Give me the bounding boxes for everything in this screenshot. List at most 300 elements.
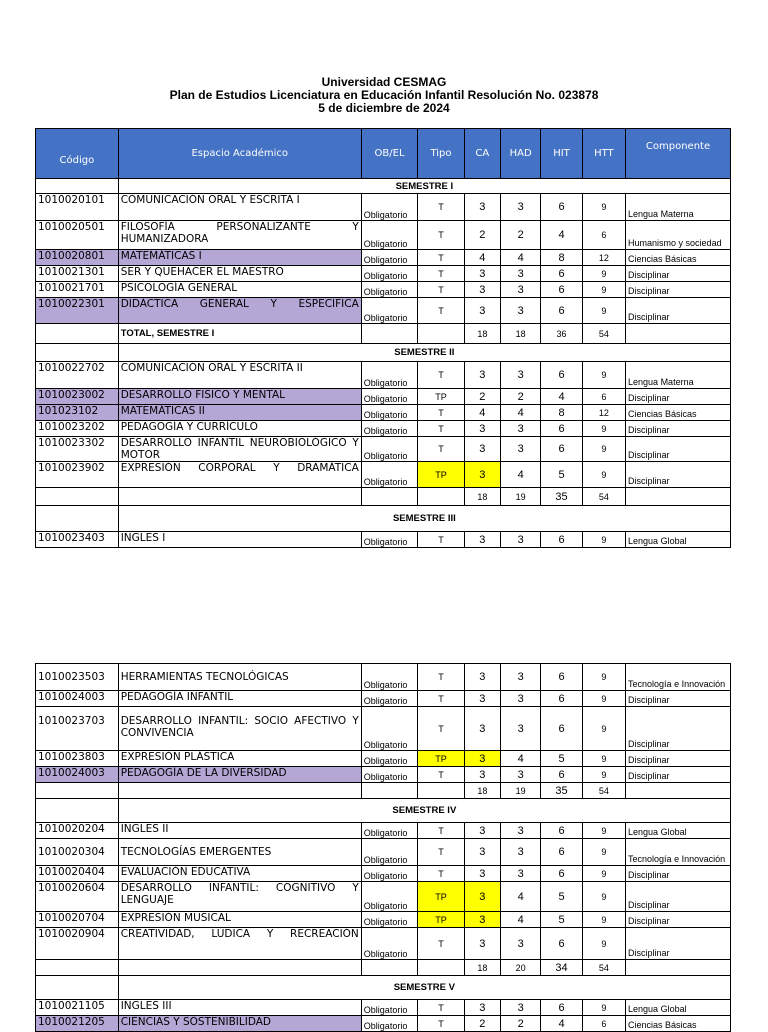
- cell-componente: Disciplinar: [626, 266, 731, 282]
- cell-componente: Humanismo y sociedad: [626, 221, 731, 250]
- cell-had: 3: [500, 532, 540, 548]
- cell-had: 3: [500, 839, 540, 866]
- cell-componente: Disciplinar: [626, 437, 731, 462]
- cell-had: 3: [500, 282, 540, 298]
- cell-htt: 9: [582, 912, 625, 928]
- cell-ca: 2: [464, 1016, 500, 1032]
- cell-htt: 9: [582, 839, 625, 866]
- cell-hit: 6: [541, 928, 582, 960]
- cell-componente: Lengua Global: [626, 532, 731, 548]
- cell-htt: 9: [582, 823, 625, 839]
- cell-hit: 6: [541, 266, 582, 282]
- cell-htt: 6: [582, 1016, 625, 1032]
- cell-name: SER Y QUEHACER EL MAESTRO: [118, 266, 361, 282]
- cell-componente: Ciencias Básicas: [626, 405, 731, 421]
- cell-had: 3: [500, 1000, 540, 1016]
- cell-ca: 3: [464, 751, 500, 767]
- cell-componente: Disciplinar: [626, 866, 731, 882]
- cell-hit: 8: [541, 405, 582, 421]
- cell-had: 2: [500, 1016, 540, 1032]
- cell-tipo: T: [418, 437, 464, 462]
- cell-componente: Tecnología e Innovación: [626, 664, 731, 691]
- cell-obel: Obligatorio: [361, 707, 417, 751]
- column-header-htt: HTT: [582, 129, 625, 179]
- column-header-espacio: Espacio Académico: [118, 129, 361, 179]
- cell-tipo: TP: [418, 389, 464, 405]
- cell-tipo: T: [418, 691, 464, 707]
- cell-name: DESARROLLO INFANTIL: COGNITIVO Y LENGUAJE: [118, 882, 361, 912]
- total-ca: 18: [464, 324, 500, 344]
- cell-code: 1010021301: [36, 266, 119, 282]
- semester-row: [36, 179, 731, 194]
- cell-ca: 3: [464, 691, 500, 707]
- cell-had: 3: [500, 298, 540, 324]
- table-row: [36, 421, 731, 437]
- cell-ca: 3: [464, 298, 500, 324]
- cell-componente: Disciplinar: [626, 928, 731, 960]
- cell-hit: 4: [541, 221, 582, 250]
- cell-ca: 3: [464, 462, 500, 488]
- cell-had: 4: [500, 882, 540, 912]
- cell-had: 3: [500, 707, 540, 751]
- curriculum-table-page-2: [35, 663, 731, 1032]
- total-row: [36, 324, 731, 344]
- cell-name: FILOSOFÍA PERSONALIZANTE Y HUMANIZADORA: [118, 221, 361, 250]
- cell-name: PEDAGOGÍA Y CURRÍCULO: [118, 421, 361, 437]
- cell-had: 2: [500, 221, 540, 250]
- cell-code: 1010021701: [36, 282, 119, 298]
- cell-obel: Obligatorio: [361, 437, 417, 462]
- cell-hit: 6: [541, 823, 582, 839]
- cell-name: PSICOLOGÍA GENERAL: [118, 282, 361, 298]
- cell-htt: 9: [582, 691, 625, 707]
- cell-code: 1010020404: [36, 866, 119, 882]
- cell-had: 3: [500, 194, 540, 221]
- cell-hit: 6: [541, 664, 582, 691]
- cell-had: 3: [500, 928, 540, 960]
- cell-componente: Lengua Materna: [626, 194, 731, 221]
- total-hit: 35: [541, 488, 582, 506]
- table-row: [36, 882, 731, 912]
- cell-ca: 3: [464, 707, 500, 751]
- cell-ca: 3: [464, 362, 500, 389]
- cell-componente: Disciplinar: [626, 282, 731, 298]
- curriculum-table-page-1: [35, 128, 731, 548]
- cell-componente: Disciplinar: [626, 462, 731, 488]
- cell-tipo: T: [418, 532, 464, 548]
- semester-label: SEMESTRE I: [118, 179, 730, 194]
- cell-code: 1010023202: [36, 421, 119, 437]
- semester-label: SEMESTRE III: [118, 506, 730, 532]
- cell-tipo: T: [418, 298, 464, 324]
- cell-htt: 9: [582, 362, 625, 389]
- cell-name: MATEMÁTICAS I: [118, 250, 361, 266]
- total-had: 19: [500, 783, 540, 799]
- cell-code: 1010020501: [36, 221, 119, 250]
- cell-obel: Obligatorio: [361, 839, 417, 866]
- table-row: [36, 282, 731, 298]
- cell-hit: 5: [541, 751, 582, 767]
- total-had: 19: [500, 488, 540, 506]
- cell-code: 1010022702: [36, 362, 119, 389]
- cell-ca: 3: [464, 912, 500, 928]
- cell-obel: Obligatorio: [361, 866, 417, 882]
- total-htt: 54: [582, 488, 625, 506]
- cell-name: COMUNICACIÓN ORAL Y ESCRITA I: [118, 194, 361, 221]
- cell-hit: 6: [541, 362, 582, 389]
- cell-obel: Obligatorio: [361, 194, 417, 221]
- cell-htt: 9: [582, 1000, 625, 1016]
- cell-name: INGLES I: [118, 532, 361, 548]
- cell-had: 4: [500, 405, 540, 421]
- cell-componente: Disciplinar: [626, 389, 731, 405]
- cell-ca: 3: [464, 1000, 500, 1016]
- cell-obel: Obligatorio: [361, 266, 417, 282]
- cell-hit: 6: [541, 1000, 582, 1016]
- cell-obel: Obligatorio: [361, 1016, 417, 1032]
- cell-name: EXPRESIÓN MUSICAL: [118, 912, 361, 928]
- total-ca: 18: [464, 960, 500, 976]
- cell-tipo: T: [418, 1000, 464, 1016]
- cell-had: 3: [500, 437, 540, 462]
- table-row: [36, 462, 731, 488]
- total-had: 20: [500, 960, 540, 976]
- cell-tipo: TP: [418, 912, 464, 928]
- cell-name: CREATIVIDAD, LÚDICA Y RECREACIÓN: [118, 928, 361, 960]
- cell-htt: 9: [582, 882, 625, 912]
- cell-obel: Obligatorio: [361, 421, 417, 437]
- cell-componente: Tecnología e Innovación: [626, 839, 731, 866]
- cell-obel: Obligatorio: [361, 221, 417, 250]
- total-htt: 54: [582, 324, 625, 344]
- cell-name: TECNOLOGÍAS EMERGENTES: [118, 839, 361, 866]
- cell-ca: 4: [464, 250, 500, 266]
- cell-had: 3: [500, 664, 540, 691]
- total-label: TOTAL, SEMESTRE I: [118, 324, 361, 344]
- table-row: [36, 389, 731, 405]
- cell-code: 1010020904: [36, 928, 119, 960]
- cell-tipo: T: [418, 221, 464, 250]
- cell-tipo: TP: [418, 882, 464, 912]
- cell-code: 1010023002: [36, 389, 119, 405]
- table-row: [36, 707, 731, 751]
- cell-ca: 3: [464, 767, 500, 783]
- cell-componente: Ciencias Básicas: [626, 1016, 731, 1032]
- table-row: [36, 691, 731, 707]
- cell-ca: 2: [464, 389, 500, 405]
- cell-hit: 6: [541, 298, 582, 324]
- cell-ca: 3: [464, 266, 500, 282]
- cell-ca: 2: [464, 221, 500, 250]
- cell-htt: 12: [582, 250, 625, 266]
- cell-hit: 5: [541, 462, 582, 488]
- cell-componente: Lengua Materna: [626, 362, 731, 389]
- table-row: [36, 362, 731, 389]
- table-row: [36, 405, 731, 421]
- cell-had: 4: [500, 751, 540, 767]
- table-row: [36, 298, 731, 324]
- cell-componente: Disciplinar: [626, 421, 731, 437]
- table-row: [36, 767, 731, 783]
- cell-name: DESARROLLO INFANTIL: SOCIO AFECTIVO Y CONVIVENCIA: [118, 707, 361, 751]
- table-row: [36, 839, 731, 866]
- cell-obel: Obligatorio: [361, 823, 417, 839]
- cell-ca: 3: [464, 928, 500, 960]
- cell-htt: 9: [582, 437, 625, 462]
- cell-componente: Disciplinar: [626, 707, 731, 751]
- cell-had: 2: [500, 389, 540, 405]
- cell-code: 1010021105: [36, 1000, 119, 1016]
- cell-name: DESARROLLO FISICO Y MENTAL: [118, 389, 361, 405]
- cell-obel: Obligatorio: [361, 882, 417, 912]
- table-row: [36, 866, 731, 882]
- column-header-tipo: Tipo: [418, 129, 464, 179]
- cell-code: 1010020304: [36, 839, 119, 866]
- cell-code: 1010023902: [36, 462, 119, 488]
- cell-tipo: T: [418, 928, 464, 960]
- table-header-row: [36, 129, 731, 179]
- cell-name: DESARROLLO INFANTIL NEUROBIOLÓGICO Y MOTOR: [118, 437, 361, 462]
- cell-code: 1010023403: [36, 532, 119, 548]
- cell-obel: Obligatorio: [361, 462, 417, 488]
- cell-code: 1010022301: [36, 298, 119, 324]
- total-had: 18: [500, 324, 540, 344]
- cell-htt: 9: [582, 462, 625, 488]
- cell-tipo: T: [418, 866, 464, 882]
- table-row: [36, 437, 731, 462]
- cell-htt: 9: [582, 664, 625, 691]
- cell-componente: Disciplinar: [626, 298, 731, 324]
- semester-label: SEMESTRE II: [118, 344, 730, 362]
- cell-tipo: T: [418, 823, 464, 839]
- cell-hit: 6: [541, 691, 582, 707]
- table-row: [36, 221, 731, 250]
- cell-hit: 6: [541, 282, 582, 298]
- cell-code: 1010023503: [36, 664, 119, 691]
- cell-name: INGLES II: [118, 823, 361, 839]
- cell-obel: Obligatorio: [361, 767, 417, 783]
- cell-tipo: T: [418, 194, 464, 221]
- cell-hit: 6: [541, 707, 582, 751]
- cell-tipo: T: [418, 250, 464, 266]
- cell-tipo: T: [418, 362, 464, 389]
- cell-hit: 4: [541, 389, 582, 405]
- cell-code: 1010020704: [36, 912, 119, 928]
- semester-row: [36, 976, 731, 1000]
- cell-tipo: T: [418, 839, 464, 866]
- table-row: [36, 194, 731, 221]
- cell-had: 4: [500, 250, 540, 266]
- cell-ca: 3: [464, 664, 500, 691]
- total-ca: 18: [464, 488, 500, 506]
- cell-ca: 3: [464, 823, 500, 839]
- cell-code: 1010020204: [36, 823, 119, 839]
- plan-title: Plan de Estudios Licenciatura en Educación Infantil Resolución No. 023878: [169, 88, 599, 102]
- plan-date: 5 de diciembre de 2024: [318, 101, 450, 115]
- cell-hit: 4: [541, 1016, 582, 1032]
- table-row: [36, 250, 731, 266]
- table-row: [36, 532, 731, 548]
- cell-ca: 3: [464, 421, 500, 437]
- semester-row: [36, 506, 731, 532]
- total-hit: 35: [541, 783, 582, 799]
- cell-obel: Obligatorio: [361, 298, 417, 324]
- cell-code: 1010024003: [36, 767, 119, 783]
- cell-obel: Obligatorio: [361, 250, 417, 266]
- total-hit: 36: [541, 324, 582, 344]
- cell-htt: 9: [582, 767, 625, 783]
- cell-ca: 3: [464, 194, 500, 221]
- cell-htt: 9: [582, 532, 625, 548]
- cell-hit: 5: [541, 912, 582, 928]
- cell-obel: Obligatorio: [361, 532, 417, 548]
- cell-code: 1010023703: [36, 707, 119, 751]
- cell-ca: 3: [464, 866, 500, 882]
- cell-obel: Obligatorio: [361, 405, 417, 421]
- cell-htt: 6: [582, 221, 625, 250]
- column-header-componente: Componente: [626, 129, 731, 179]
- cell-htt: 9: [582, 928, 625, 960]
- cell-hit: 8: [541, 250, 582, 266]
- total-row: [36, 783, 731, 799]
- cell-obel: Obligatorio: [361, 912, 417, 928]
- cell-htt: 9: [582, 421, 625, 437]
- cell-ca: 3: [464, 282, 500, 298]
- table-row: [36, 823, 731, 839]
- cell-hit: 6: [541, 194, 582, 221]
- cell-had: 3: [500, 362, 540, 389]
- cell-hit: 5: [541, 882, 582, 912]
- cell-name: HERRAMIENTAS TECNOLÓGICAS: [118, 664, 361, 691]
- cell-had: 3: [500, 691, 540, 707]
- cell-htt: 9: [582, 866, 625, 882]
- total-ca: 18: [464, 783, 500, 799]
- cell-htt: 9: [582, 298, 625, 324]
- cell-obel: Obligatorio: [361, 1000, 417, 1016]
- cell-componente: Lengua Global: [626, 823, 731, 839]
- university-title: Universidad CESMAG: [321, 75, 447, 89]
- cell-name: EXPRESIÓN PLÁSTICA: [118, 751, 361, 767]
- cell-code: 1010020604: [36, 882, 119, 912]
- cell-tipo: T: [418, 1016, 464, 1032]
- table-row: [36, 1000, 731, 1016]
- cell-had: 3: [500, 866, 540, 882]
- cell-htt: 12: [582, 405, 625, 421]
- cell-hit: 6: [541, 421, 582, 437]
- cell-had: 3: [500, 266, 540, 282]
- table-row: [36, 266, 731, 282]
- cell-obel: Obligatorio: [361, 664, 417, 691]
- cell-obel: Obligatorio: [361, 691, 417, 707]
- cell-componente: Disciplinar: [626, 912, 731, 928]
- cell-componente: Disciplinar: [626, 767, 731, 783]
- cell-code: 1010023803: [36, 751, 119, 767]
- cell-obel: Obligatorio: [361, 751, 417, 767]
- cell-componente: Disciplinar: [626, 882, 731, 912]
- cell-code: 1010023302: [36, 437, 119, 462]
- cell-name: PEDAGOGÍA DE LA DIVERSIDAD: [118, 767, 361, 783]
- semester-label: SEMESTRE V: [118, 976, 730, 1000]
- cell-tipo: T: [418, 707, 464, 751]
- cell-ca: 3: [464, 532, 500, 548]
- table-row: [36, 928, 731, 960]
- total-row: [36, 960, 731, 976]
- cell-had: 3: [500, 421, 540, 437]
- cell-htt: 9: [582, 707, 625, 751]
- cell-had: 3: [500, 823, 540, 839]
- cell-code: 1010024003: [36, 691, 119, 707]
- cell-code: 1010021205: [36, 1016, 119, 1032]
- cell-name: PEDAGOGÍA INFANTIL: [118, 691, 361, 707]
- cell-had: 4: [500, 462, 540, 488]
- cell-name: MATEMÁTICAS II: [118, 405, 361, 421]
- cell-tipo: T: [418, 405, 464, 421]
- cell-code: 1010020101: [36, 194, 119, 221]
- cell-htt: 9: [582, 751, 625, 767]
- cell-ca: 4: [464, 405, 500, 421]
- total-htt: 54: [582, 783, 625, 799]
- cell-hit: 6: [541, 532, 582, 548]
- cell-tipo: TP: [418, 751, 464, 767]
- cell-htt: 9: [582, 266, 625, 282]
- column-header-had: HAD: [500, 129, 540, 179]
- cell-hit: 6: [541, 437, 582, 462]
- table-row: [36, 664, 731, 691]
- cell-tipo: T: [418, 664, 464, 691]
- cell-tipo: T: [418, 421, 464, 437]
- table-row: [36, 751, 731, 767]
- cell-code: 1010020801: [36, 250, 119, 266]
- table-row: [36, 912, 731, 928]
- semester-row: [36, 344, 731, 362]
- semester-row: [36, 799, 731, 823]
- cell-ca: 3: [464, 437, 500, 462]
- total-hit: 34: [541, 960, 582, 976]
- cell-tipo: TP: [418, 462, 464, 488]
- cell-htt: 6: [582, 389, 625, 405]
- cell-hit: 6: [541, 839, 582, 866]
- cell-code: 101023102: [36, 405, 119, 421]
- column-header-ca: CA: [464, 129, 500, 179]
- column-header-hit: HIT: [541, 129, 582, 179]
- cell-componente: Disciplinar: [626, 691, 731, 707]
- cell-obel: Obligatorio: [361, 928, 417, 960]
- cell-hit: 6: [541, 866, 582, 882]
- cell-htt: 9: [582, 194, 625, 221]
- cell-htt: 9: [582, 282, 625, 298]
- cell-had: 3: [500, 767, 540, 783]
- cell-ca: 3: [464, 839, 500, 866]
- cell-name: COMUNICACIÓN ORAL Y ESCRITA II: [118, 362, 361, 389]
- total-htt: 54: [582, 960, 625, 976]
- cell-name: DIDÁCTICA GENERAL Y ESPECIFICA: [118, 298, 361, 324]
- cell-tipo: T: [418, 767, 464, 783]
- cell-obel: Obligatorio: [361, 389, 417, 405]
- total-row: [36, 488, 731, 506]
- cell-obel: Obligatorio: [361, 362, 417, 389]
- cell-tipo: T: [418, 282, 464, 298]
- cell-hit: 6: [541, 767, 582, 783]
- cell-name: CIENCIAS Y SOSTENIBILIDAD: [118, 1016, 361, 1032]
- cell-obel: Obligatorio: [361, 282, 417, 298]
- semester-label: SEMESTRE IV: [118, 799, 730, 823]
- column-header-obel: OB/EL: [361, 129, 417, 179]
- cell-componente: Disciplinar: [626, 751, 731, 767]
- cell-ca: 3: [464, 882, 500, 912]
- cell-name: INGLES III: [118, 1000, 361, 1016]
- cell-name: EVALUACIÓN EDUCATIVA: [118, 866, 361, 882]
- cell-name: EXPRESIÓN CORPORAL Y DRAMÁTICA: [118, 462, 361, 488]
